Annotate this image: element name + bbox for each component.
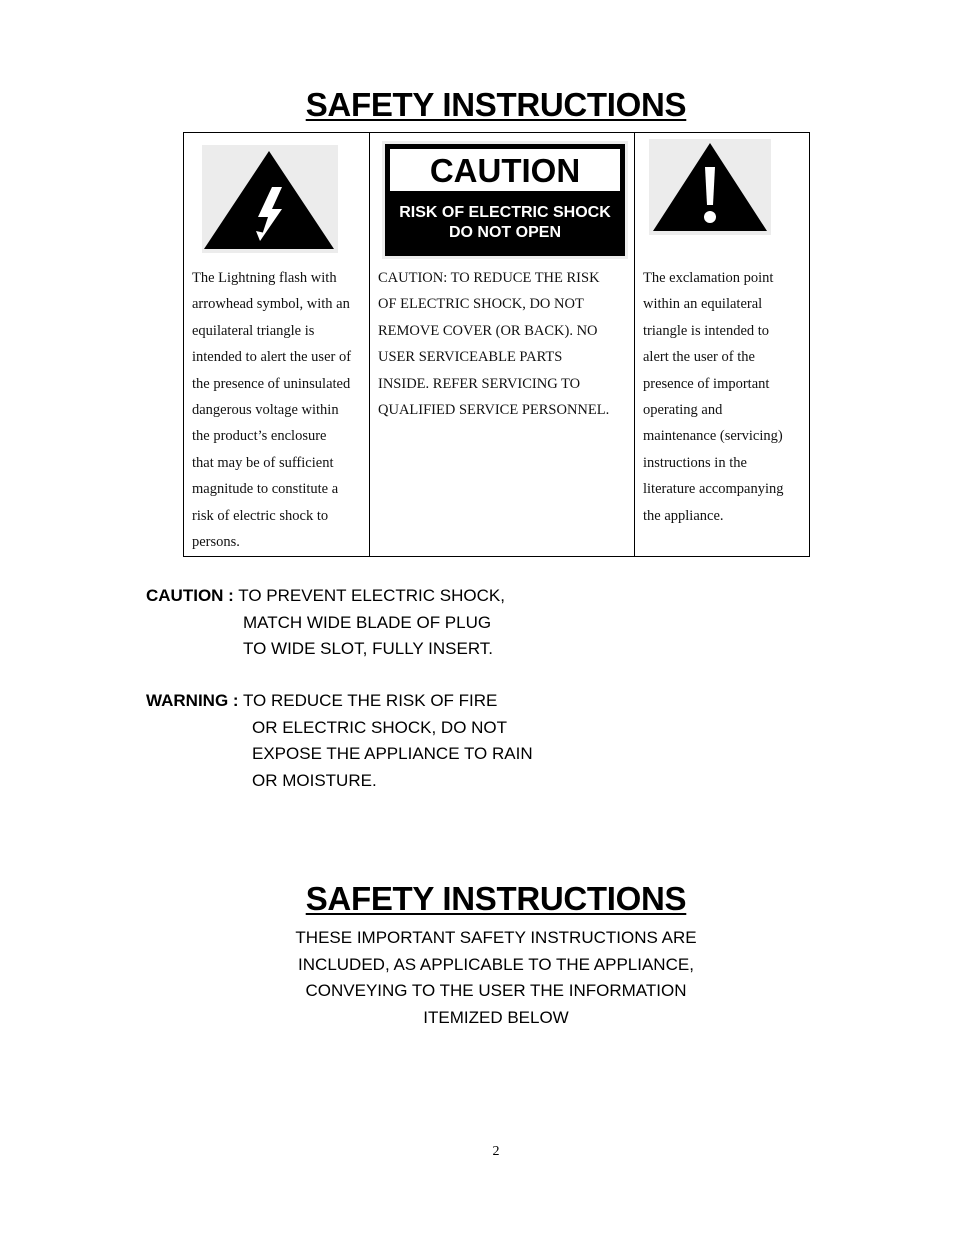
caution-symbol-cell bbox=[370, 133, 635, 557]
symbol-description-line: REMOVE COVER (OR BACK). NO bbox=[378, 322, 598, 339]
intro-line: INCLUDED, AS APPLICABLE TO THE APPLIANCE, bbox=[298, 954, 694, 974]
warning-line: EXPOSE THE APPLIANCE TO RAIN bbox=[252, 744, 533, 763]
symbol-description-line: intended to alert the user of bbox=[192, 349, 352, 366]
symbol-description-line: risk of electric shock to bbox=[192, 507, 329, 524]
symbol-description-line: persons. bbox=[192, 534, 240, 551]
symbol-description-line: within an equilateral bbox=[643, 296, 763, 313]
lightning-symbol-cell bbox=[184, 133, 370, 557]
intro-paragraph bbox=[0, 925, 954, 1031]
page-title: SAFETY INSTRUCTIONS bbox=[305, 86, 687, 123]
caution-sign-icon bbox=[382, 141, 628, 259]
symbol-description-line: QUALIFIED SERVICE PERSONNEL. bbox=[378, 402, 610, 419]
symbol-description-line: dangerous voltage within bbox=[192, 402, 339, 419]
symbol-description-line: triangle is intended to bbox=[643, 322, 770, 339]
symbol-description-line: instructions in the bbox=[643, 454, 747, 471]
section-title: SAFETY INSTRUCTIONS bbox=[305, 880, 687, 917]
symbol-description-line: maintenance (servicing) bbox=[643, 428, 783, 445]
warning-line: OR ELECTRIC SHOCK, DO NOT bbox=[252, 717, 508, 737]
warning-symbols-table bbox=[183, 132, 810, 557]
symbol-description-line: equilateral triangle is bbox=[192, 322, 315, 339]
exclamation-symbol-cell bbox=[635, 133, 810, 557]
symbol-description-line: magnitude to constitute a bbox=[192, 481, 339, 498]
caution-line: TO WIDE SLOT, FULLY INSERT. bbox=[243, 639, 494, 658]
warning-line: TO REDUCE THE RISK OF FIRE bbox=[242, 691, 498, 710]
warning-label: WARNING : bbox=[146, 691, 239, 710]
symbol-description-line: The exclamation point bbox=[643, 270, 774, 286]
symbol-description-line: The Lightning flash with bbox=[192, 270, 337, 286]
page-number: 2 bbox=[492, 1144, 500, 1159]
caution-label: CAUTION : bbox=[146, 586, 234, 605]
symbol-description-line: alert the user of the bbox=[643, 349, 755, 366]
sign-line-2: DO NOT OPEN bbox=[448, 224, 562, 241]
caution-line: MATCH WIDE BLADE OF PLUG bbox=[243, 612, 492, 632]
caution-line: TO PREVENT ELECTRIC SHOCK, bbox=[238, 586, 505, 605]
lightning-triangle-icon bbox=[202, 145, 338, 253]
symbol-description-line: CAUTION: TO REDUCE THE RISK bbox=[378, 270, 600, 286]
warning-notice bbox=[146, 688, 533, 794]
symbol-description-line: OF ELECTRIC SHOCK, DO NOT bbox=[378, 296, 584, 313]
symbol-description-line: literature accompanying bbox=[643, 481, 784, 498]
symbol-description-line: USER SERVICEABLE PARTS bbox=[378, 349, 563, 366]
warning-line: OR MOISTURE. bbox=[252, 770, 377, 790]
symbol-description-line: operating and bbox=[643, 402, 723, 419]
symbol-description-line: the product’s enclosure bbox=[192, 428, 327, 445]
caution-notice bbox=[146, 583, 505, 663]
symbol-description-line: arrowhead symbol, with an bbox=[192, 296, 350, 313]
intro-line: THESE IMPORTANT SAFETY INSTRUCTIONS ARE bbox=[295, 928, 697, 947]
sign-line-1: RISK OF ELECTRIC SHOCK bbox=[399, 204, 611, 221]
exclamation-triangle-icon bbox=[649, 139, 771, 235]
symbol-description-line: that may be of sufficient bbox=[192, 454, 334, 471]
intro-line: CONVEYING TO THE USER THE INFORMATION bbox=[305, 981, 687, 1000]
symbol-description-line: the presence of uninsulated bbox=[192, 375, 351, 392]
symbol-description-line: INSIDE. REFER SERVICING TO bbox=[378, 375, 581, 392]
symbol-description-line: presence of important bbox=[643, 375, 770, 392]
symbol-description-line: the appliance. bbox=[643, 507, 724, 524]
sign-heading: CAUTION bbox=[429, 152, 581, 189]
intro-line: ITEMIZED BELOW bbox=[423, 1007, 569, 1027]
